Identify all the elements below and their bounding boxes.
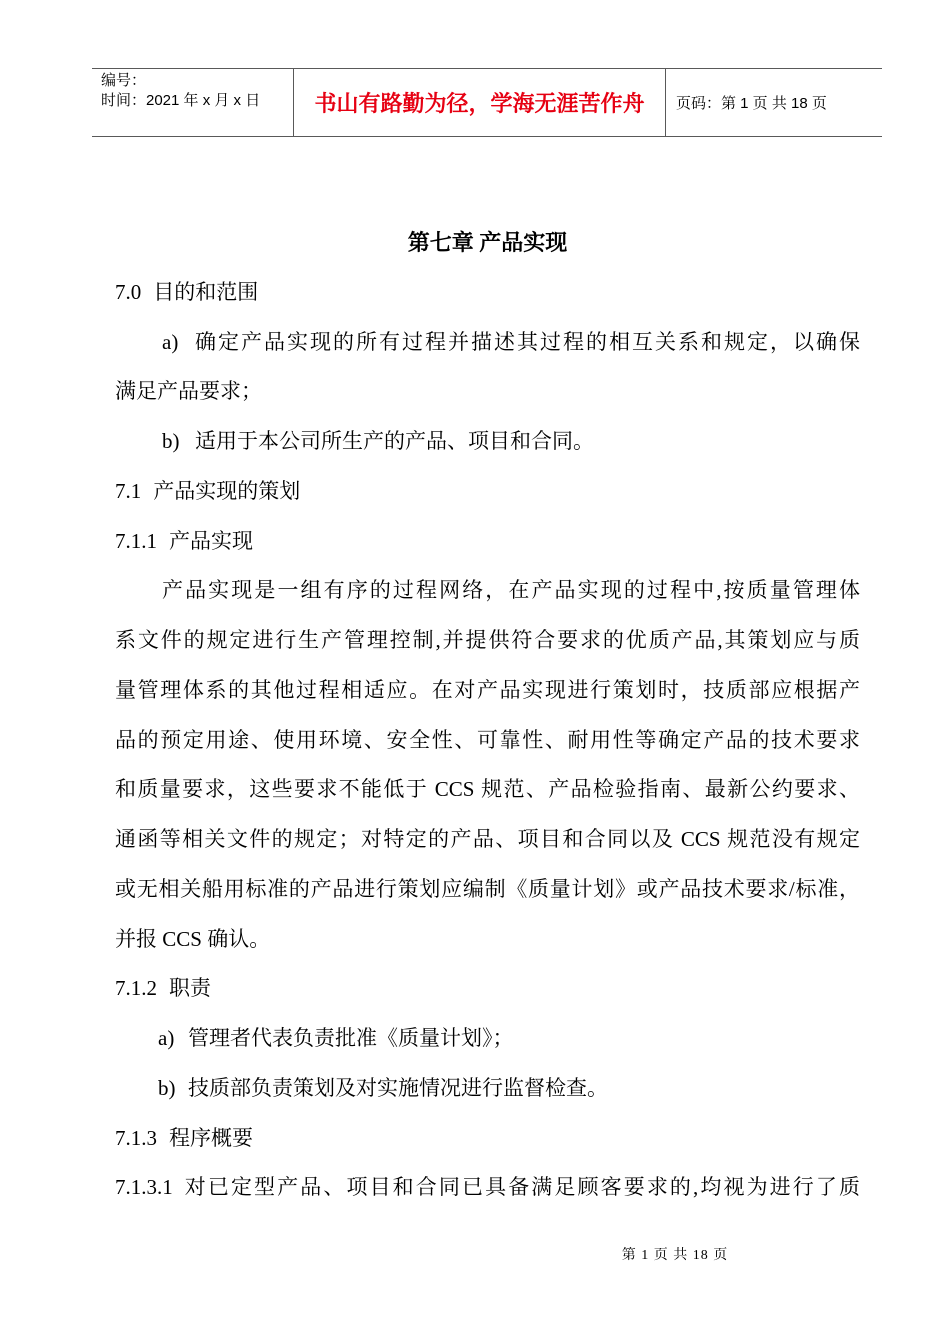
paragraph-line: 产品实现是一组有序的过程网络，在产品实现的过程中,按质量管理体 bbox=[162, 578, 860, 603]
header-info-cell bbox=[92, 69, 293, 136]
paragraph-line: 系文件的规定进行生产管理控制,并提供符合要求的优质产品,其策划应与质 bbox=[115, 628, 860, 652]
serial-number-label: 编号： bbox=[101, 72, 147, 89]
document-body bbox=[115, 218, 860, 1213]
section-title: 产品实现的策划 bbox=[153, 478, 301, 503]
section-7-1-2-heading bbox=[115, 964, 860, 1014]
section-number: 7.1.2 bbox=[115, 976, 157, 1001]
paragraph-line: 通函等相关文件的规定；对特定的产品、项目和合同以及 CCS 规范没有规定 bbox=[115, 827, 860, 851]
section-7-1-heading bbox=[115, 467, 860, 517]
section-title: 职责 bbox=[169, 976, 211, 1001]
list-item-text: 适用于本公司所生产的产品、项目和合同。 bbox=[195, 429, 594, 453]
header-page-cell bbox=[666, 69, 882, 136]
list-item-text: 技质部负责策划及对实施情况进行监督检查。 bbox=[188, 1075, 608, 1100]
paragraph-line: 或无相关船用标准的产品进行策划应编制《质量计划》或产品技术要求/标准， bbox=[115, 876, 860, 901]
section-7-0-heading bbox=[115, 268, 860, 318]
list-marker: a) bbox=[162, 329, 179, 354]
header-page-number: 页码：第 1 页 共 18 页 bbox=[676, 95, 827, 112]
motto-text: 书山有路勤为径，学海无涯苦作舟 bbox=[314, 91, 645, 116]
section-title: 程序概要 bbox=[169, 1125, 253, 1150]
list-item-7-0-a bbox=[115, 318, 860, 368]
paragraph-line: 和质量要求，这些要求不能低于 CCS 规范、产品检验指南、最新公约要求、 bbox=[115, 777, 860, 802]
section-number: 7.1.1 bbox=[115, 528, 157, 553]
list-item-7-1-2-a bbox=[115, 1014, 860, 1064]
section-number: 7.0 bbox=[115, 279, 142, 304]
section-number: 7.1 bbox=[115, 478, 142, 503]
section-7-1-1-heading bbox=[115, 517, 860, 567]
chapter-title: 第七章 产品实现 bbox=[407, 230, 568, 255]
section-title: 产品实现 bbox=[169, 528, 253, 553]
section-number: 7.1.3.1 bbox=[115, 1175, 173, 1200]
list-marker: a) bbox=[158, 1026, 175, 1050]
list-item-text: 管理者代表负责批准《质量计划》； bbox=[188, 1026, 514, 1050]
section-number: 7.1.3 bbox=[115, 1125, 157, 1150]
list-item-7-0-b bbox=[115, 417, 860, 467]
list-marker: b) bbox=[158, 1075, 176, 1100]
paragraph-line: 并报 CCS 确认。 bbox=[115, 926, 271, 951]
list-item-continuation: 满足产品要求； bbox=[115, 379, 262, 404]
header-table bbox=[92, 68, 882, 137]
paragraph-line: 品的预定用途、使用环境、安全性、可靠性、耐用性等确定产品的技术要求 bbox=[115, 727, 860, 752]
paragraph-line: 量管理体系的其他过程相适应。在对产品实现进行策划时，技质部应根据产 bbox=[115, 677, 860, 702]
section-title: 目的和范围 bbox=[153, 279, 259, 304]
footer-page-number: 第 1 页 共 18 页 bbox=[621, 1248, 729, 1263]
date-text: 时间：2021 年 x 月 x 日 bbox=[101, 92, 261, 109]
list-item-7-1-2-b bbox=[115, 1064, 860, 1114]
list-item-text: 确定产品实现的所有过程并描述其过程的相互关系和规定，以确保 bbox=[195, 329, 860, 354]
section-text: 对已定型产品、项目和合同已具备满足顾客要求的,均视为进行了质 bbox=[184, 1175, 860, 1200]
list-marker: b) bbox=[162, 429, 180, 453]
section-7-1-3-heading bbox=[115, 1114, 860, 1164]
header-motto-cell bbox=[293, 69, 666, 136]
section-7-1-3-1 bbox=[115, 1163, 860, 1213]
